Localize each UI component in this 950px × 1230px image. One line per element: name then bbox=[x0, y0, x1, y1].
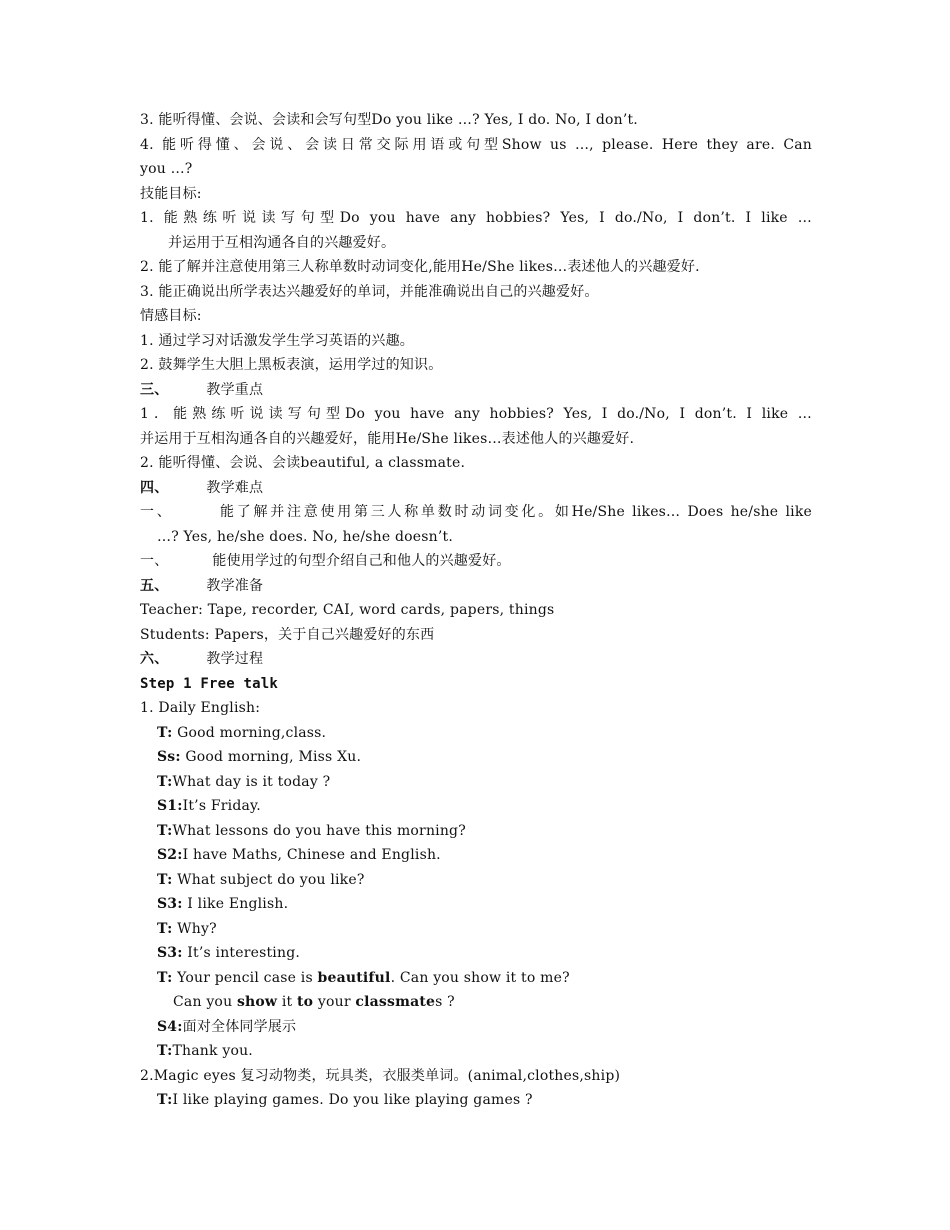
utterance: Thank you. bbox=[172, 1043, 253, 1059]
skill-goals-title: 技能目标: bbox=[140, 185, 202, 202]
skill-goal-1: 1. 能熟练听说读写句型Do you have any hobbies? Yes, I do./No, I don’t. I like … bbox=[140, 210, 812, 226]
utterance: It’s Friday. bbox=[182, 798, 261, 814]
dialogue-line bbox=[140, 794, 812, 819]
speaker: S3: bbox=[157, 945, 183, 961]
dialogue-line bbox=[140, 770, 812, 795]
emotion-goal-1: 1. 通过学习对话激发学生学习英语的兴趣。 bbox=[140, 332, 415, 349]
section-heading-preparation bbox=[140, 574, 812, 599]
document-page bbox=[140, 108, 812, 1113]
speaker: T: bbox=[157, 724, 173, 741]
utterance: Good morning, Miss Xu. bbox=[180, 749, 362, 765]
section-title: 教学难点 bbox=[206, 479, 264, 496]
utterance: Good morning,class. bbox=[172, 724, 327, 741]
emotion-goals-title: 情感目标: bbox=[140, 308, 202, 324]
utterance: it bbox=[277, 994, 298, 1010]
speaker: T: bbox=[157, 1092, 173, 1108]
utterance: What day is it today ? bbox=[172, 773, 331, 790]
difficulty-number: 一、 bbox=[140, 504, 174, 520]
dialogue-line bbox=[140, 1039, 812, 1064]
speaker: T: bbox=[157, 871, 173, 888]
skill-goal-2: 2. 能了解并注意使用第三人称单数时动词变化,能用He/She likes…表述他人的兴趣爱好. bbox=[140, 259, 700, 275]
utterance: I like playing games. Do you like playing games ? bbox=[172, 1092, 533, 1108]
speaker: T: bbox=[157, 822, 173, 839]
section-number: 四、 bbox=[140, 479, 169, 496]
utterance: It’s interesting. bbox=[182, 945, 301, 961]
dialogue-line bbox=[140, 966, 812, 991]
speaker: T: bbox=[157, 773, 173, 790]
keyword: classmate bbox=[355, 994, 436, 1010]
difficulty-text: 能使用学过的句型介绍自己和他人的兴趣爱好。 bbox=[212, 553, 511, 569]
dialogue-line bbox=[140, 843, 812, 868]
student-materials: Students: Papers，关于自己兴趣爱好的东西 bbox=[140, 626, 435, 643]
dialogue-line bbox=[140, 1015, 812, 1040]
dialogue-line bbox=[140, 941, 812, 966]
dialogue-line bbox=[140, 868, 812, 893]
speaker: S3: bbox=[157, 896, 183, 912]
difficulty-2 bbox=[140, 549, 812, 574]
objective-line-4-cont: you …? bbox=[140, 161, 193, 177]
section-number: 六、 bbox=[140, 651, 169, 667]
utterance: . Can you show it to me? bbox=[390, 969, 570, 986]
speaker: S4: bbox=[157, 1018, 183, 1035]
utterance: What subject do you like? bbox=[172, 871, 365, 888]
objective-line-4: 4. 能听得懂、会说、会读日常交际用语或句型Show us …, please. Here they are. Can bbox=[140, 136, 812, 153]
dialogue-line bbox=[140, 892, 812, 917]
utterance: Your pencil case is bbox=[172, 969, 318, 986]
keyword: show bbox=[236, 994, 278, 1010]
emotion-goal-2: 2. 鼓舞学生大胆上黑板表演，运用学过的知识。 bbox=[140, 357, 443, 373]
dialogue-line bbox=[140, 1088, 812, 1113]
difficulty-text: 能了解并注意使用第三人称单数时动词变化。如He/She likes… Does he/she like bbox=[217, 504, 812, 520]
key-point-1: 1．能熟练听说读写句型Do you have any hobbies? Yes, I do./No, I don’t. I like … bbox=[140, 406, 812, 422]
speaker: T: bbox=[157, 1043, 173, 1059]
speaker: T: bbox=[157, 920, 173, 937]
key-point-1-cont: 并运用于互相沟通各自的兴趣爱好，能用He/She likes…表述他人的兴趣爱好. bbox=[140, 430, 635, 447]
teacher-materials: Teacher: Tape, recorder, CAI, word cards, papers, things bbox=[140, 602, 555, 618]
utterance: I like English. bbox=[182, 896, 289, 912]
dialogue-line-cont bbox=[140, 990, 812, 1015]
dialogue-line bbox=[140, 819, 812, 844]
section-title: 教学准备 bbox=[206, 577, 264, 594]
utterance: Why? bbox=[172, 920, 217, 937]
speaker: S2: bbox=[157, 847, 183, 863]
dialogue-line bbox=[140, 721, 812, 746]
utterance: s ? bbox=[435, 994, 455, 1010]
utterance: 面对全体同学展示 bbox=[182, 1018, 297, 1035]
utterance: What lessons do you have this morning? bbox=[172, 822, 466, 839]
magic-eyes-title: 2.Magic eyes 复习动物类，玩具类，衣服类单词。(animal,clothes,ship) bbox=[140, 1067, 621, 1084]
keyword: beautiful bbox=[317, 969, 391, 986]
section-title: 教学重点 bbox=[206, 381, 264, 398]
speaker: S1: bbox=[157, 798, 183, 814]
difficulty-number: 一、 bbox=[140, 553, 169, 569]
objective-line-3: 3. 能听得懂、会说、会读和会写句型Do you like …? Yes, I do. No, I don’t. bbox=[140, 112, 638, 128]
speaker: Ss: bbox=[157, 749, 181, 765]
section-number: 三、 bbox=[140, 381, 169, 398]
dialogue-line bbox=[140, 917, 812, 942]
section-heading-process bbox=[140, 647, 812, 672]
speaker: T: bbox=[157, 969, 173, 986]
dialogue-line bbox=[140, 745, 812, 770]
section-title: 教学过程 bbox=[206, 651, 264, 667]
utterance: I have Maths, Chinese and English. bbox=[182, 847, 441, 863]
keyword: to bbox=[297, 994, 314, 1010]
section-number: 五、 bbox=[140, 577, 169, 594]
utterance: your bbox=[313, 994, 356, 1010]
daily-english-title: 1. Daily English: bbox=[140, 700, 261, 716]
section-heading-key-points bbox=[140, 378, 812, 403]
difficulty-1 bbox=[140, 500, 812, 525]
utterance: Can you bbox=[173, 994, 237, 1010]
section-heading-difficulties bbox=[140, 476, 812, 501]
skill-goal-1-cont: 并运用于互相沟通各自的兴趣爱好。 bbox=[168, 234, 396, 251]
key-point-2: 2. 能听得懂、会说、会读beautiful, a classmate. bbox=[140, 455, 466, 471]
difficulty-1-cont: …? Yes, he/she does. No, he/she doesn’t. bbox=[157, 528, 454, 545]
step-1-title: Step 1 Free talk bbox=[140, 675, 279, 692]
skill-goal-3: 3. 能正确说出所学表达兴趣爱好的单词，并能准确说出自己的兴趣爱好。 bbox=[140, 283, 599, 300]
